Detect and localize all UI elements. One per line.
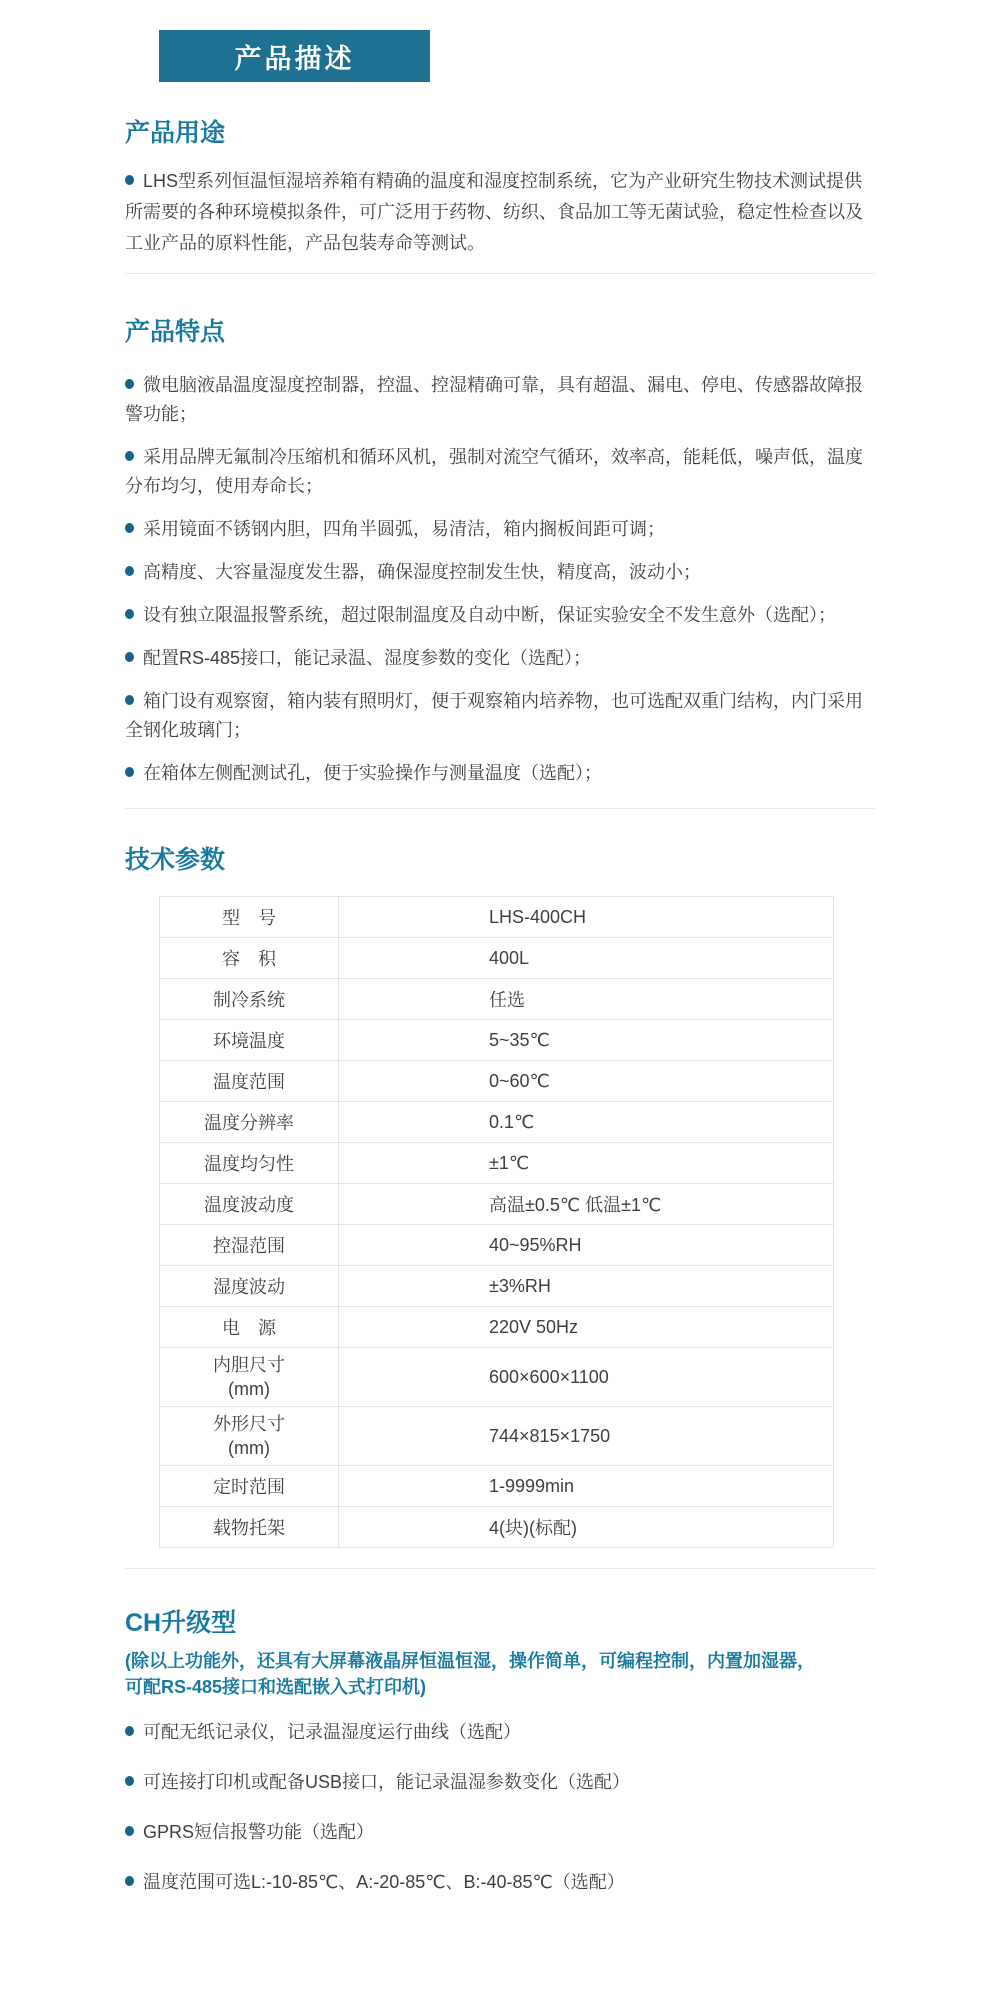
spec-label-line1: 内胆尺寸 — [213, 1355, 285, 1375]
section-usage — [125, 117, 875, 259]
bullet-icon — [125, 652, 134, 662]
upgrade-heading: CH升级型 — [125, 1609, 237, 1637]
feature-text: 配置RS-485接口，能记录温、湿度参数的变化（选配）； — [143, 648, 592, 668]
spec-value: ±1℃ — [339, 1143, 834, 1184]
upgrade-text: 可配无纸记录仪，记录温湿度运行曲线（选配） — [143, 1722, 521, 1742]
spec-label: 型 号 — [160, 897, 339, 938]
table-row — [160, 938, 834, 979]
spec-label: 载物托架 — [160, 1507, 339, 1548]
spec-label: 湿度波动 — [160, 1266, 339, 1307]
table-row — [160, 1020, 834, 1061]
list-item — [125, 1768, 875, 1797]
upgrade-list — [125, 1718, 875, 1897]
section-features — [125, 316, 875, 788]
list-item — [125, 1818, 875, 1847]
feature-text: 微电脑液晶温度湿度控制器，控温、控湿精确可靠，具有超温、漏电、停电、传感器故障报警功能； — [125, 375, 863, 424]
spec-table — [159, 896, 834, 1548]
bullet-icon — [125, 451, 134, 461]
list-item — [125, 1868, 875, 1897]
upgrade-text: 温度范围可选L:-10-85℃、A:-20-85℃、B:-40-85℃（选配） — [143, 1872, 625, 1892]
list-item — [125, 515, 875, 544]
list-item — [125, 371, 875, 429]
page — [0, 30, 1000, 1897]
spec-value: 高温±0.5℃ 低温±1℃ — [339, 1184, 834, 1225]
feature-text: 箱门设有观察窗，箱内装有照明灯，便于观察箱内培养物，也可选配双重门结构，内门采用全钢化玻璃门； — [125, 691, 863, 740]
bullet-icon — [125, 609, 134, 619]
feature-text: 在箱体左侧配测试孔，便于实验操作与测量温度（选配）； — [143, 763, 602, 783]
bullet-icon — [125, 1876, 134, 1886]
spec-label-line2: (mm) — [228, 1379, 270, 1399]
bullet-icon — [125, 1826, 134, 1836]
table-row — [160, 979, 834, 1020]
table-row — [160, 1307, 834, 1348]
feature-text: 采用镜面不锈钢内胆，四角半圆弧，易清洁，箱内搁板间距可调； — [143, 519, 665, 539]
list-item — [125, 644, 875, 673]
spec-value: 1-9999min — [339, 1466, 834, 1507]
upgrade-text: GPRS短信报警功能（选配） — [143, 1822, 375, 1842]
divider — [125, 1568, 875, 1569]
spec-value: 0~60℃ — [339, 1061, 834, 1102]
specs-heading: 技术参数 — [125, 846, 226, 874]
spec-value: 744×815×1750 — [339, 1407, 834, 1466]
spec-value: 任选 — [339, 979, 834, 1020]
list-item — [125, 601, 875, 630]
spec-value: ±3%RH — [339, 1266, 834, 1307]
divider — [125, 808, 875, 809]
table-row — [160, 1225, 834, 1266]
spec-label — [160, 1407, 339, 1466]
list-item — [125, 443, 875, 501]
bullet-icon — [125, 695, 134, 705]
spec-label-line2: (mm) — [228, 1438, 270, 1458]
feature-text: 高精度、大容量湿度发生器，确保湿度控制发生快，精度高，波动小； — [143, 562, 701, 582]
table-row — [160, 1184, 834, 1225]
bullet-icon — [125, 175, 134, 185]
usage-text: LHS型系列恒温恒湿培养箱有精确的温度和湿度控制系统，它为产业研究生物技术测试提供所需要的各种环境模拟条件，可广泛用于药物、纺织、食品加工等无菌试验，稳定性检查以及工业产品的原料性能，产品包装寿命等测试。 — [125, 171, 863, 253]
usage-heading: 产品用途 — [125, 119, 226, 147]
bullet-icon — [125, 1726, 134, 1736]
list-item — [125, 687, 875, 745]
list-item — [125, 1718, 875, 1747]
list-item — [125, 759, 875, 788]
list-item — [125, 166, 875, 259]
spec-value: 600×600×1100 — [339, 1348, 834, 1407]
section-upgrade — [125, 1607, 875, 1897]
spec-value: 400L — [339, 938, 834, 979]
spec-label: 电 源 — [160, 1307, 339, 1348]
section-specs — [125, 844, 875, 1548]
feature-text: 采用品牌无氟制冷压缩机和循环风机，强制对流空气循环，效率高，能耗低，噪声低，温度分布均匀，使用寿命长； — [125, 447, 863, 496]
banner — [159, 30, 430, 82]
spec-label: 环境温度 — [160, 1020, 339, 1061]
table-row — [160, 1266, 834, 1307]
spec-label: 温度波动度 — [160, 1184, 339, 1225]
table-row — [160, 897, 834, 938]
spec-value: 4(块)(标配) — [339, 1507, 834, 1548]
spec-label: 温度均匀性 — [160, 1143, 339, 1184]
spec-value: LHS-400CH — [339, 897, 834, 938]
spec-label: 容 积 — [160, 938, 339, 979]
banner-title: 产品描述 — [234, 43, 355, 74]
features-heading: 产品特点 — [125, 318, 226, 346]
bullet-icon — [125, 767, 134, 777]
table-row — [160, 1507, 834, 1548]
table-row — [160, 1143, 834, 1184]
features-list — [125, 371, 875, 788]
bullet-icon — [125, 1776, 134, 1786]
spec-value: 40~95%RH — [339, 1225, 834, 1266]
divider — [125, 273, 875, 274]
upgrade-text: 可连接打印机或配备USB接口，能记录温湿参数变化（选配） — [143, 1772, 631, 1792]
bullet-icon — [125, 566, 134, 576]
bullet-icon — [125, 379, 134, 389]
upgrade-subtitle: (除以上功能外，还具有大屏幕液晶屏恒温恒湿，操作简单，可编程控制，内置加湿器，可配RS-485接口和选配嵌入式打印机) — [125, 1651, 815, 1697]
spec-label: 温度范围 — [160, 1061, 339, 1102]
spec-label: 温度分辨率 — [160, 1102, 339, 1143]
spec-value: 5~35℃ — [339, 1020, 834, 1061]
bullet-icon — [125, 523, 134, 533]
spec-label — [160, 1348, 339, 1407]
table-row — [160, 1061, 834, 1102]
spec-value: 0.1℃ — [339, 1102, 834, 1143]
table-row — [160, 1466, 834, 1507]
table-row — [160, 1348, 834, 1407]
spec-label-line1: 外形尺寸 — [213, 1414, 285, 1434]
feature-text: 设有独立限温报警系统，超过限制温度及自动中断，保证实验安全不发生意外（选配）； — [143, 605, 836, 625]
table-row — [160, 1102, 834, 1143]
usage-list — [125, 166, 875, 259]
table-row — [160, 1407, 834, 1466]
spec-label: 制冷系统 — [160, 979, 339, 1020]
spec-value: 220V 50Hz — [339, 1307, 834, 1348]
spec-label: 定时范围 — [160, 1466, 339, 1507]
spec-label: 控湿范围 — [160, 1225, 339, 1266]
list-item — [125, 558, 875, 587]
